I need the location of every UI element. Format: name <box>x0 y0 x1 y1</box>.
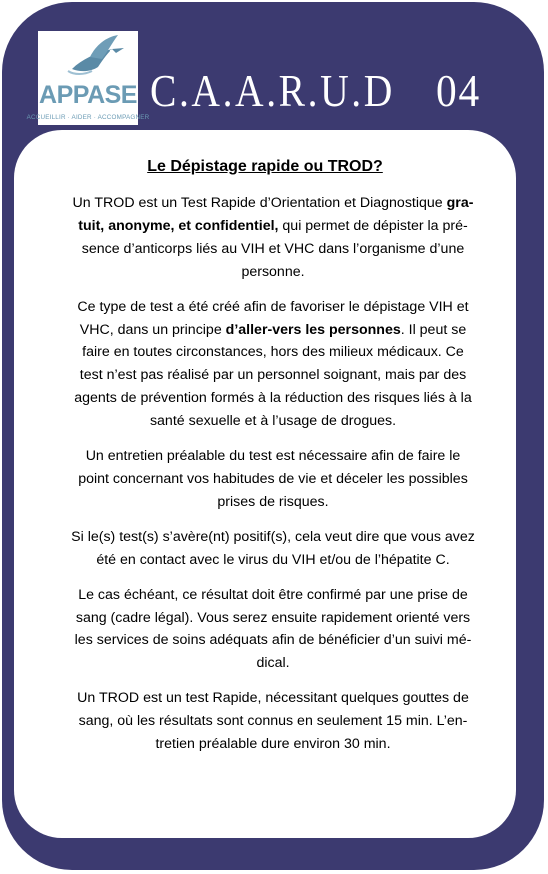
paragraph-positif: Si le(s) test(s) s’avère(nt) positif(s), cela veut dire que vous avez été en contact avec le virus du VIH et/ou de l’hépatite C. <box>71 528 475 568</box>
logo-text: APPASE <box>39 81 137 109</box>
paragraph-intro: Un TROD est un Test Rapide d’Orientation et Diagnostique gra- tuit, anonyme, et confidentiel, qui permet de dépister la pré- sence d’anticorps liés au VIH et VHC dans l’organisme d’une personne. <box>72 195 474 280</box>
logo-tagline: ACCUEILLIR · AIDER · ACCOMPAGNER <box>26 114 150 121</box>
appase-logo <box>26 31 150 125</box>
paragraph-entretien: Un entretien préalable du test est nécessaire afin de faire le point concernant vos habitudes de vie et déceler les possibles prises de risques. <box>78 448 468 510</box>
caarud-title: C.A.A.R.U.D <box>150 65 395 116</box>
paragraph-aller-vers: Ce type de test a été créé afin de favoriser le dépistage VIH et VHC, dans un principe d’aller-vers les personnes. Il peut se faire en toutes circonstances, hors des milieux médicaux. Ce test n’est pas réalisé par un personnel soignant, mais par des agents de prévention formés à la réduction des risques liés à la santé sexuelle et à l’usage de drogues. <box>74 298 472 430</box>
content-card <box>14 130 516 838</box>
paragraph-cas-echeant: Le cas échéant, ce résultat doit être confirmé par une prise de sang (cadre légal). Vous serez ensuite rapidement orienté vers les services de soins adéquats afin de bénéficier d’un suivi mé- dical. <box>74 586 472 672</box>
bird-icon <box>68 35 124 74</box>
card-title: Le Dépistage rapide ou TROD? <box>147 158 383 175</box>
content-text <box>36 192 510 768</box>
caarud-number: 04 <box>436 65 481 116</box>
paragraph-duree: Un TROD est un test Rapide, nécessitant quelques gouttes de sang, où les résultats sont connus en seulement 15 min. L’en- tretien préalable dure environ 30 min. <box>77 690 469 753</box>
